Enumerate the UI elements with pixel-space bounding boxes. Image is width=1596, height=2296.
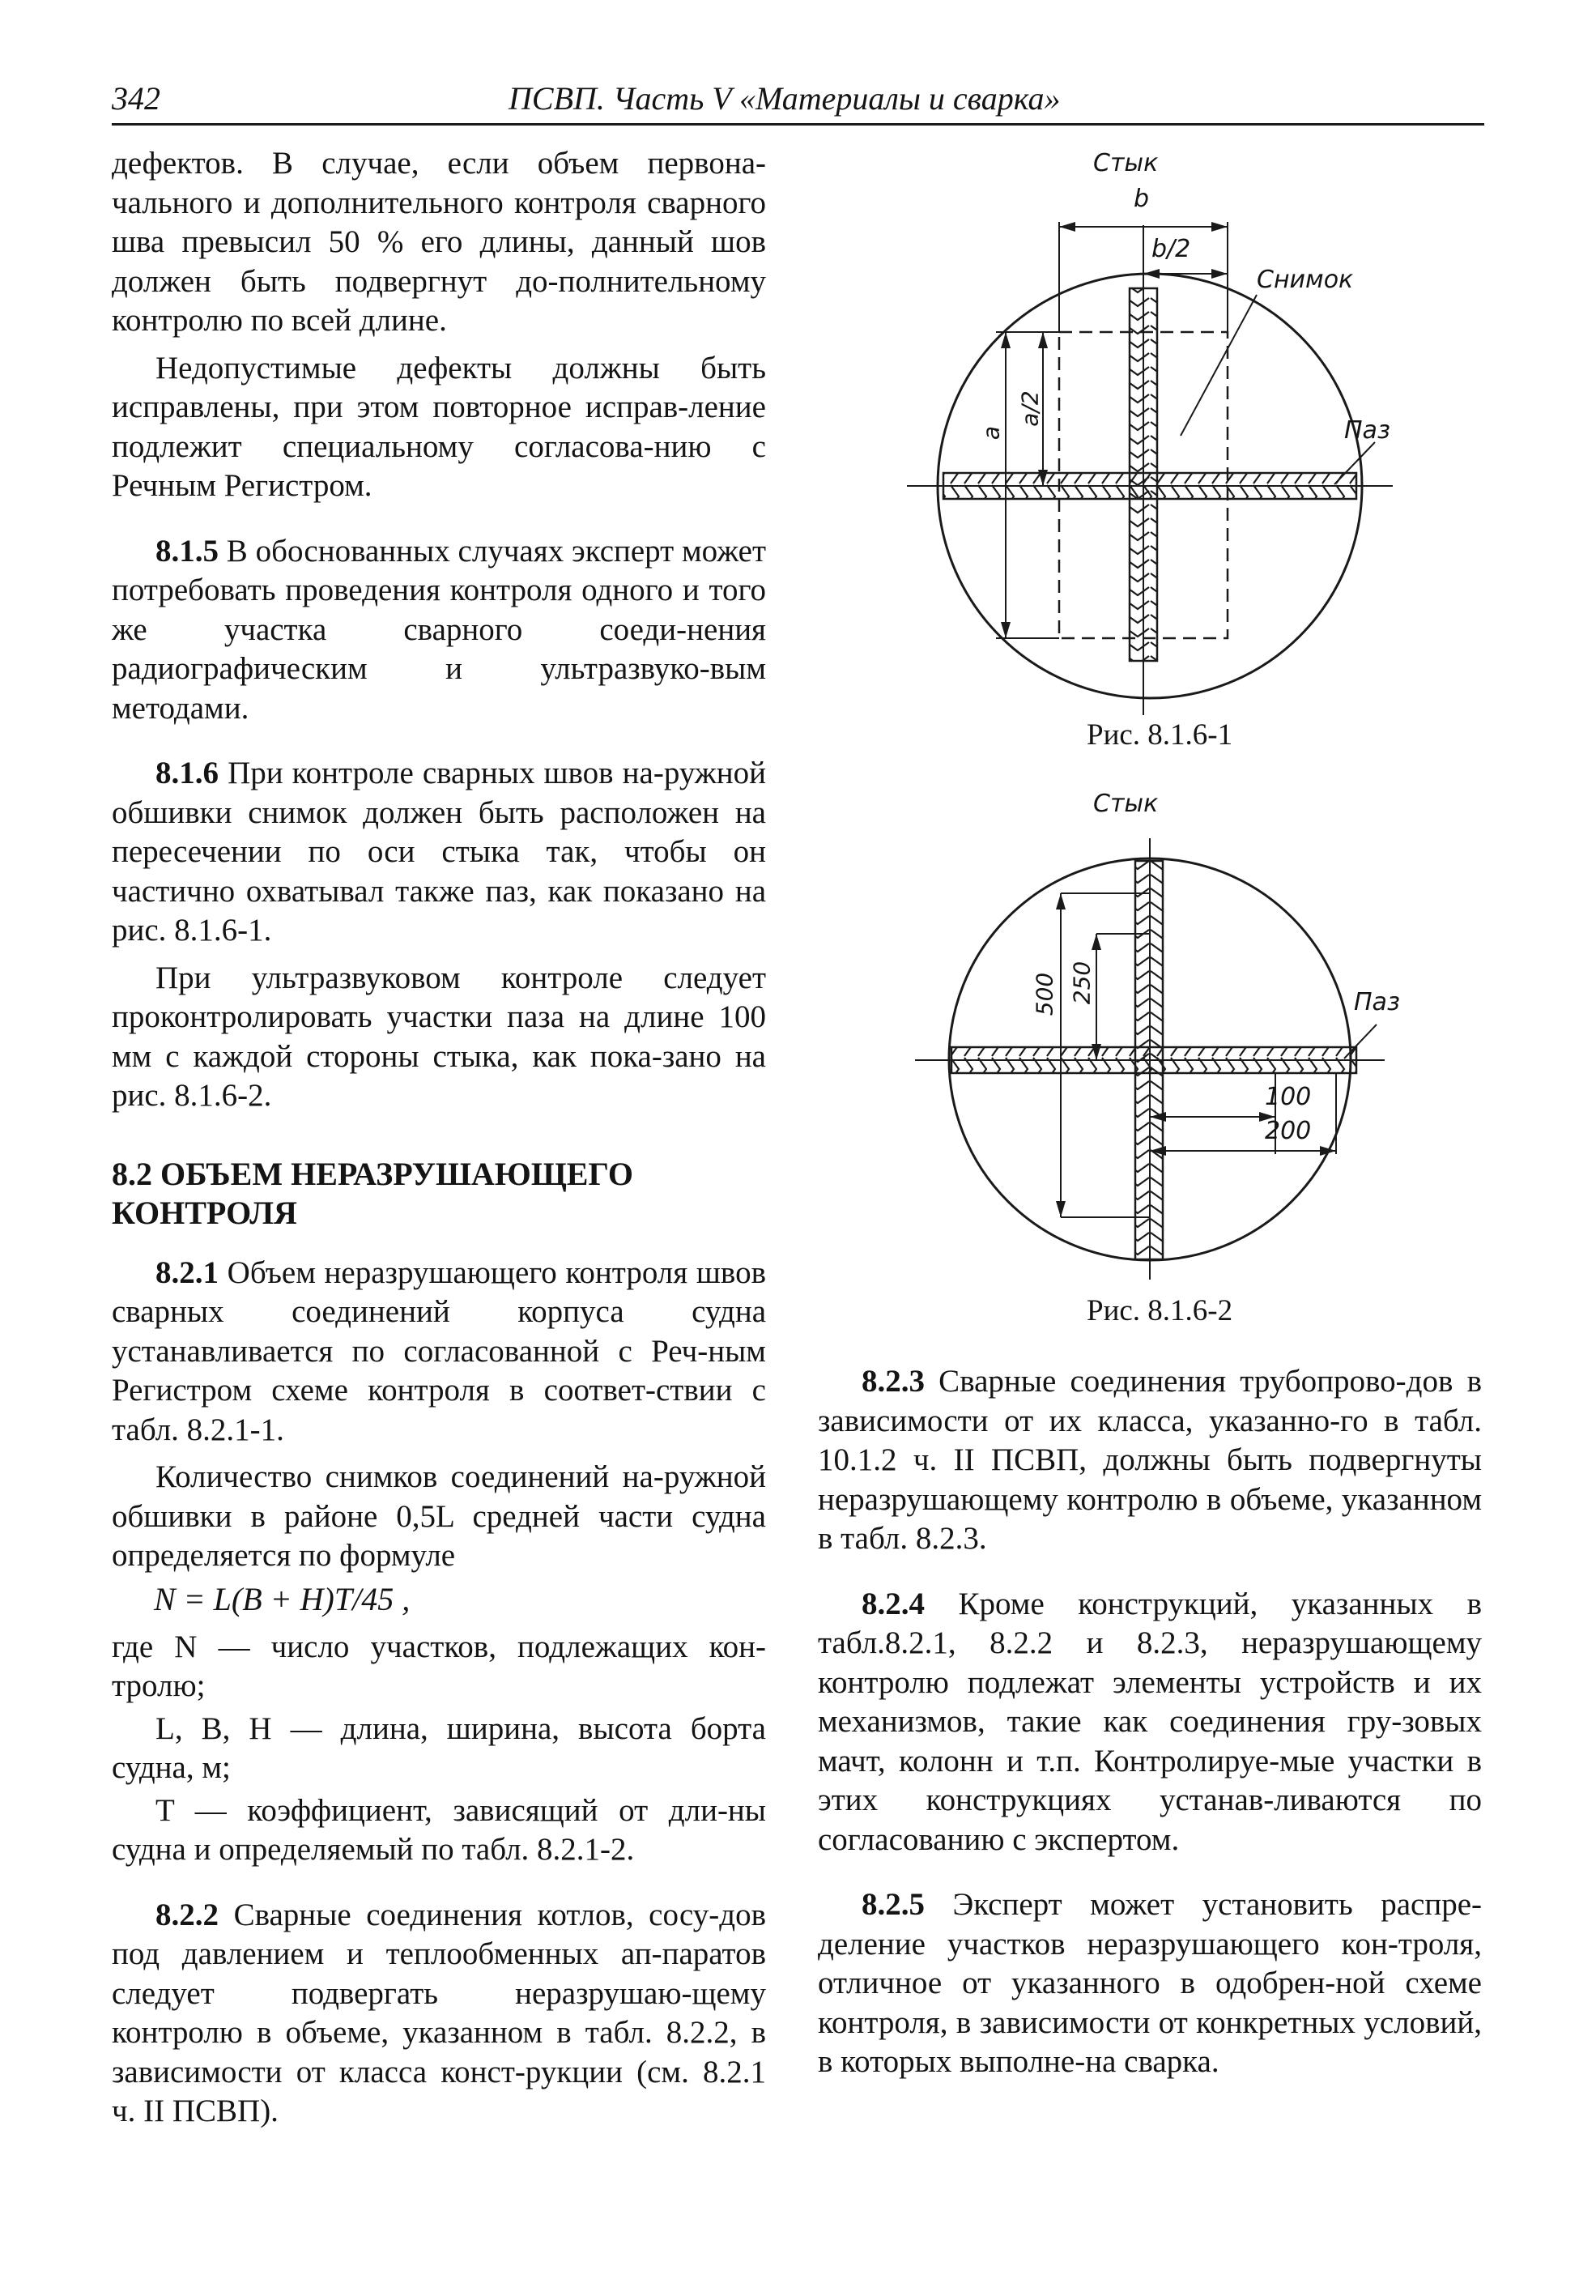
clause-text: Эксперт может установить распре-деление участков неразрушающего кон-троля, отличное от указанного в одобрен-ной схеме контроля, в зависимости от конкретных условий, в которых выполне-на сварка. [818, 1887, 1482, 2079]
dim-200-label: 200 [1265, 1117, 1312, 1145]
paragraph-8-2-5 [818, 1885, 1482, 2082]
clause-text: Сварные соединения котлов, сосу-дов под давлением и теплообменных ап-паратов следует подвергать неразрушаю-щему контролю в объеме, указанном в табл. 8.2.2, в зависимости от класса конст-рукции (см. 8.2.1 ч. II ПСВП). [112, 1897, 766, 2128]
clause-text: Объем неразрушающего контроля швов сварных соединений корпуса судна устанавливается по согласованной с Реч-ным Регистром схеме контроля в соответ-ствии с табл. 8.2.1-1. [112, 1254, 766, 1447]
section-title: 8.2 ОБЪЕМ НЕРАЗРУШАЮЩЕГО [112, 1155, 634, 1192]
clause-number: 8.2.2 [155, 1897, 219, 1932]
paragraph-8-2-3 [818, 1362, 1482, 1559]
running-title: ПСВП. Часть V «Материалы и сварка» [509, 80, 1061, 117]
paragraph: где N — число участков, подлежащих кон-тролю; [112, 1629, 766, 1703]
clause-number: 8.1.5 [155, 533, 219, 569]
dim-100-label: 100 [1265, 1083, 1312, 1111]
paragraph-8-1-6 [112, 754, 766, 951]
dim-b2-label: b/2 [1151, 235, 1191, 263]
paragraph: L, B, H — длина, ширина, высота борта судна, м; [112, 1710, 766, 1785]
paragraph: При ультразвуковом контроле следует проконтролировать участки паза на длине 100 мм с каждой стороны стыка, как пока-зано на рис. 8.1.6-2. [112, 960, 766, 1113]
page-number: 342 [112, 80, 160, 117]
paragraph-8-1-5 [112, 532, 766, 729]
dim-a2-label: a/2 [1016, 390, 1044, 427]
clause-text: В обоснованных случаях эксперт может потребовать проведения контроля одного и того же участка сварного соеди-нения радиографическим и ультразвуко-вым методами. [112, 533, 766, 726]
clause-number: 8.2.1 [155, 1254, 219, 1290]
shot-label: Снимок [1257, 266, 1354, 294]
joint-label: Стык [1093, 149, 1159, 177]
figure-caption: Рис. 8.1.6-1 [1087, 718, 1233, 752]
clause-number: 8.2.3 [862, 1364, 925, 1399]
paragraph-8-2-2 [112, 1896, 766, 2132]
joint-label: Стык [1093, 790, 1159, 818]
formula: N = L(B + H)T/45 , [154, 1580, 411, 1617]
paragraph-8-2-4 [818, 1585, 1482, 1860]
right-column [818, 1362, 1482, 2082]
paragraph: Недопустимые дефекты должны быть исправлены, при этом повторное исправ-ление подлежит специальному согласова-нию с Речным Регистром. [112, 350, 766, 503]
clause-text: Сварные соединения трубопрово-дов в зависимости от их класса, указанно-го в табл. 10.1.2 ч. II ПСВП, должны быть подвергнуты неразрушающему контролю в объеме, указанном в табл. 8.2.3. [818, 1364, 1482, 1556]
dim-b-label: b [1134, 185, 1150, 213]
dim-a-label: a [977, 425, 1005, 441]
figure-8-1-6-2 [907, 790, 1400, 1327]
paragraph: дефектов. В случае, если объем первона-чального и дополнительного контроля сварного шва превысил 50 % его длины, данный шов должен быть подвергнут до-полнительному контролю по всей длине. [112, 146, 766, 338]
figure-8-1-6-1 [907, 144, 1393, 752]
clause-number: 8.2.5 [862, 1887, 925, 1922]
clause-text: При контроле сварных швов на-ружной обшивки снимок должен быть расположен на пересечении по оси стыка так, чтобы он частично охватывал также паз, как показано на рис. 8.1.6-1. [112, 756, 766, 948]
paragraph-8-2-1 [112, 1254, 766, 1450]
running-header [112, 79, 1480, 125]
paragraph: Количество снимков соединений на-ружной обшивки в районе 0,5L средней части судна определяется по формуле [112, 1459, 766, 1573]
section-title-cont: КОНТРОЛЯ [112, 1194, 297, 1231]
header-rule [112, 123, 1484, 126]
clause-number: 8.2.4 [862, 1586, 925, 1621]
figure-caption: Рис. 8.1.6-2 [1087, 1294, 1233, 1327]
paragraph: T — коэффициент, зависящий от дли-ны судна и определяемый по табл. 8.2.1-2. [112, 1792, 766, 1867]
figure-2-drawing [907, 790, 1393, 1292]
dim-500-label: 500 [1031, 972, 1058, 1016]
clause-number: 8.1.6 [155, 756, 219, 790]
dim-250-label: 250 [1068, 961, 1096, 1005]
clause-text: Кроме конструкций, указанных в табл.8.2.1, 8.2.2 и 8.2.3, неразрушающему контролю подлежат элементы устройств и их механизмов, такие как соединения гру-зовых мачт, колонн и т.п. Контролируе-мые участки в этих конструкциях устанав-ливаются по согласованию с экспертом. [818, 1586, 1482, 1857]
left-column [112, 144, 766, 2132]
seam-label: Паз [1344, 416, 1390, 445]
seam-label: Паз [1354, 988, 1400, 1016]
